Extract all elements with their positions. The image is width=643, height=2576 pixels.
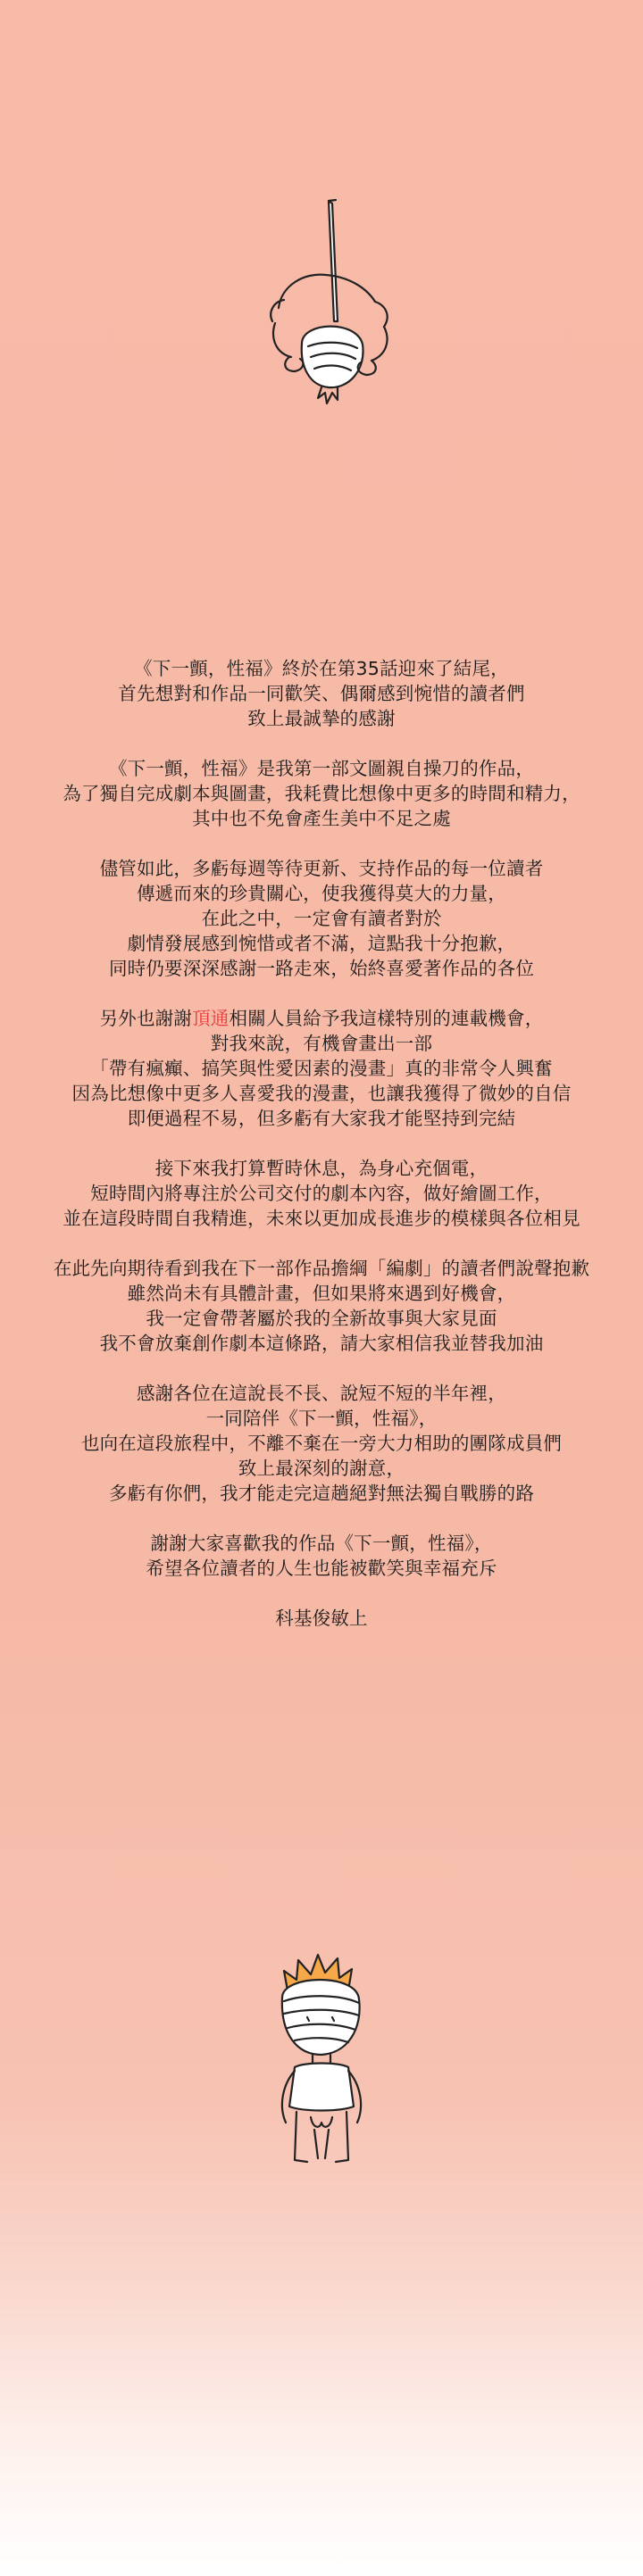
- text-line: 在此先向期待看到我在下一部作品擔綱「編劇」的讀者們說聲抱歉: [53, 1258, 590, 1279]
- text-line: 同時仍要深深感謝一路走來，始終喜愛著作品的各位: [108, 958, 535, 979]
- text-line: 對我來說，有機會畫出一部: [210, 1033, 433, 1054]
- text-line: 傳遞而來的珍貴關心，使我獲得莫大的力量，: [137, 883, 506, 904]
- paragraph-2: [0, 756, 643, 831]
- signature: [0, 1606, 643, 1631]
- text-segment: 相關人員給予我這樣特別的連載機會，: [229, 1008, 544, 1029]
- text-line: 我不會放棄創作劇本這條路，請大家相信我並替我加油: [99, 1333, 544, 1354]
- paragraph-4: [0, 1006, 643, 1131]
- text-line: 謝謝大家喜歡我的作品《下一顫，性福》，: [150, 1533, 493, 1554]
- bowing-character-illustration: [232, 187, 429, 455]
- paragraph-3: [0, 856, 643, 981]
- text-line: 儘管如此，多虧每週等待更新、支持作品的每一位讀者: [99, 858, 544, 879]
- text-line: 即便過程不易，但多虧有大家我才能堅持到完結: [127, 1108, 516, 1129]
- afterword-letter: [0, 656, 643, 1656]
- highlighted-company-name: 頂通: [192, 1008, 230, 1029]
- text-line: 為了獨自完成劇本與圖畫，我耗費比想像中更多的時間和精力，: [63, 783, 580, 804]
- text-line: 我一定會帶著屬於我的全新故事與大家見面: [146, 1308, 497, 1329]
- text-line: 致上最深刻的謝意，: [238, 1458, 405, 1479]
- text-line: 其中也不免會產生美中不足之處: [192, 808, 451, 829]
- text-line: 並在這段時間自我精進，未來以更加成長進步的模樣與各位相見: [63, 1208, 580, 1229]
- text-line: 接下來我打算暫時休息，為身心充個電，: [154, 1158, 489, 1179]
- text-line: 「帶有瘋癲、搞笑與性愛因素的漫畫」真的非常令人興奮: [90, 1058, 553, 1079]
- paragraph-7: [0, 1381, 643, 1506]
- text-line: 在此之中，一定會有讀者對於: [201, 908, 442, 929]
- text-line: 《下一顫，性福》終於在第35話迎來了結尾，: [134, 658, 509, 679]
- text-line: 雖然尚未有具體計畫，但如果將來遇到好機會，: [127, 1283, 516, 1304]
- signature-text: 科基俊敏上: [275, 1608, 368, 1629]
- text-line: 致上最誠摯的感謝: [247, 708, 396, 729]
- text-line: 短時間內將專注於公司交付的劇本內容，做好繪圖工作，: [90, 1183, 553, 1204]
- text-line: 因為比想像中更多人喜愛我的漫畫，也讓我獲得了微妙的自信: [71, 1083, 572, 1104]
- paragraph-8: [0, 1531, 643, 1581]
- text-line: 一同陪伴《下一顫，性福》，: [205, 1408, 438, 1429]
- text-line: 也向在這段旅程中，不離不棄在一旁大力相助的團隊成員們: [80, 1433, 563, 1454]
- text-line: 劇情發展感到惋惜或者不滿，這點我十分抱歉，: [127, 933, 516, 954]
- text-line: 《下一顫，性福》是我第一部文圖親自操刀的作品，: [108, 758, 535, 779]
- bandaged-character-illustration: [232, 1928, 411, 2196]
- text-line: 多虧有你們，我才能走完這趟絕對無法獨自戰勝的路: [108, 1483, 535, 1504]
- text-segment: 另外也謝謝: [99, 1008, 193, 1029]
- paragraph-6: [0, 1256, 643, 1356]
- paragraph-5: [0, 1156, 643, 1231]
- text-line: 感謝各位在這說長不長、說短不短的半年裡，: [137, 1383, 506, 1404]
- text-line: [0, 1006, 643, 1031]
- text-line: 希望各位讀者的人生也能被歡笑與幸福充斥: [146, 1558, 497, 1579]
- text-line: 首先想對和作品一同歡笑、偶爾感到惋惜的讀者們: [118, 683, 525, 704]
- paragraph-1: [0, 656, 643, 731]
